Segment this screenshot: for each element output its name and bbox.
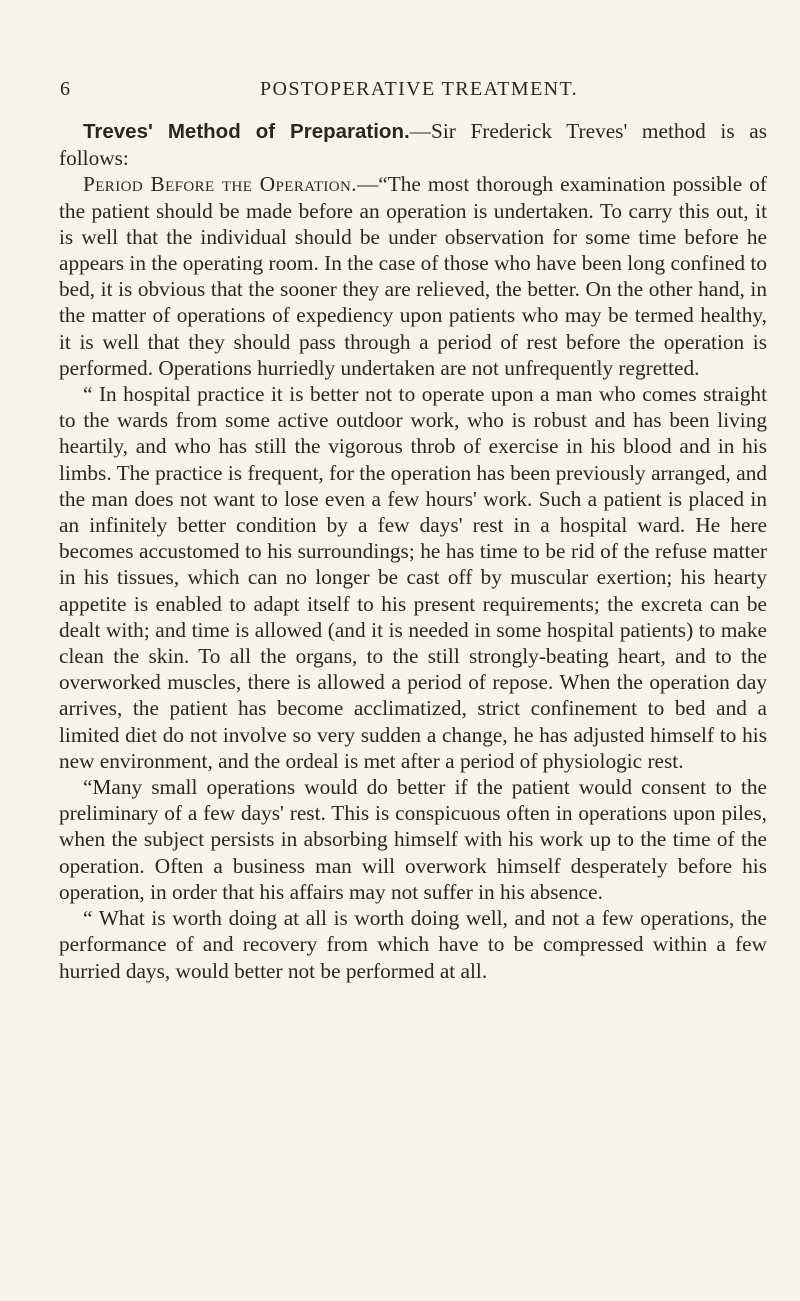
page-number: 6	[60, 78, 72, 100]
paragraph-3: “Many small operations would do better if the patient would consent to the preliminary of a few days' rest. This is conspicuous often in operations upon piles, when the subject persists in absorbing himself with his work up to the time of the operation. Often a business man will overwork himself desperately before his operation, in order that his affairs may not suffer in his absence.	[59, 775, 767, 904]
running-title: POSTOPERATIVE TREATMENT.	[260, 78, 579, 100]
section-heading: Treves' Method of Preparation.	[83, 120, 410, 143]
paragraph-period-before	[59, 171, 767, 381]
paragraph-4: “ What is worth doing at all is worth doing well, and not a few operations, the performance of and recovery from which have to be compressed within a few hurried days, would better not be performed at all.	[59, 906, 767, 983]
running-head	[60, 78, 760, 106]
paragraph-1-text: —“The most thorough examination possible of the patient should be made before an operation is undertaken. To carry this out, it is well that the individual should be under observation for some time before he appears in the operating room. In the case of those who have been long confined to bed, it is obvious that the sooner they are relieved, the better. On the other hand, in the matter of operations of expediency upon patients who may be termed healthy, it is well that they should pass through a period of rest before the operation is performed. Operations hurriedly undertaken are not unfrequently regretted.	[59, 172, 767, 380]
paragraph-2: “ In hospital practice it is better not to operate upon a man who comes straight to the wards from some active outdoor work, who is robust and has been living heartily, and who has still the vigorous throb of exercise in his blood and in his limbs. The practice is frequent, for the operation has been previously arranged, and the man does not want to lose even a few hours' work. Such a patient is placed in an infinitely better condition by a few days' rest in a hospital ward. He here becomes accustomed to his surroundings; he has time to be rid of the refuse matter in his tissues, which can no longer be cast off by muscular exertion; his hearty appetite is enabled to adapt itself to his present requirements; the excreta can be dealt with; and time is allowed (and it is needed in some hospital patients) to make clean the skin. To all the organs, to the still strongly-beating heart, and to the overworked muscles, there is allowed a period of repose. When the operation day arrives, the patient has become acclimatized, strict confinement to bed and a limited diet do not involve so very sudden a change, he has adjusted himself to his new environment, and the ordeal is met after a period of physiologic rest.	[59, 382, 767, 773]
body-text	[59, 118, 767, 984]
subsection-heading: Period Before the Operation.	[83, 172, 357, 197]
section-intro-paragraph	[59, 118, 767, 171]
section-intro-text: —Sir Frederick Treves' method is as follows:	[59, 119, 767, 171]
